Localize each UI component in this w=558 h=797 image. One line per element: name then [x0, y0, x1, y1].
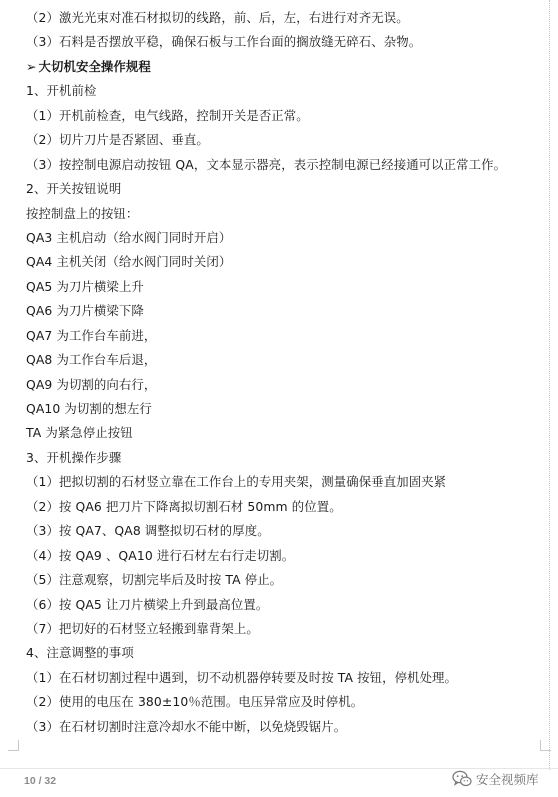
text-line [26, 446, 546, 470]
text-line [26, 275, 546, 299]
line-text: 大切机安全操作规程 [38, 58, 151, 74]
text-line [26, 6, 546, 30]
line-text: （1）开机前检查，电气线路，控制开关是否正常。 [26, 107, 309, 123]
text-line [26, 641, 546, 665]
text-line [26, 470, 546, 494]
page-number: 10 / 32 [24, 775, 57, 787]
page-margin-guide [549, 0, 551, 770]
text-line [26, 226, 546, 250]
text-line [26, 715, 546, 739]
line-text: QA4 主机关闭（给水阀门同时关闭） [26, 254, 232, 270]
line-text: 按控制盘上的按钮： [26, 205, 139, 221]
text-line [26, 568, 546, 592]
line-text: （3）按控制电源启动按钮 QA，文本显示器亮，表示控制电源已经接通可以正常工作。 [26, 156, 507, 172]
line-text: （2）使用的电压在 380±10％范围。电压异常应及时停机。 [26, 694, 364, 710]
text-line [26, 666, 546, 690]
text-line [26, 202, 546, 226]
crop-mark-left [8, 740, 19, 751]
document-body [26, 6, 546, 739]
line-text: QA9 为切割的向右行， [26, 376, 157, 392]
text-line [26, 348, 546, 372]
line-text: （2）按 QA6 把刀片下降离拟切割石材 50mm 的位置。 [26, 498, 342, 514]
text-line [26, 79, 546, 103]
line-text: （6）按 QA5 让刀片横梁上升到最高位置。 [26, 596, 269, 612]
text-line [26, 177, 546, 201]
line-text: 3、开机操作步骤 [26, 449, 122, 465]
line-text: QA7 为工作台车前进， [26, 327, 157, 343]
line-text: （4）按 QA9 、QA10 进行石材左右行走切割。 [26, 547, 295, 563]
line-text: （3）石料是否摆放平稳，确保石板与工作台面的搁放缝无碎石、杂物。 [26, 34, 422, 50]
line-text: QA8 为工作台车后退， [26, 352, 157, 368]
line-text: （5）注意观察，切割完毕后及时按 TA 停止。 [26, 572, 283, 588]
line-text: （3）按 QA7、QA8 调整拟切石材的厚度。 [26, 523, 270, 539]
text-line [26, 397, 546, 421]
text-line [26, 324, 546, 348]
text-line [26, 690, 546, 714]
text-line [26, 544, 546, 568]
line-text: QA3 主机启动（给水阀门同时开启） [26, 229, 232, 245]
text-line [26, 30, 546, 54]
line-text: （2）切片刀片是否紧固、垂直。 [26, 132, 209, 148]
line-text: （1）在石材切割过程中遇到，切不动机器停转要及时按 TA 按钮，停机处理。 [26, 669, 458, 685]
line-text: （3）在石材切割时注意冷却水不能中断，以免烧毁锯片。 [26, 718, 347, 734]
line-text: 1、开机前检 [26, 83, 97, 99]
text-line [26, 495, 546, 519]
text-line [26, 373, 546, 397]
text-line [26, 617, 546, 641]
line-text: TA 为紧急停止按钮 [26, 425, 133, 441]
line-text: （2）激光光束对准石材拟切的线路，前、后，左，右进行对齐无误。 [26, 10, 409, 25]
text-line [26, 153, 546, 177]
watermark [452, 768, 539, 790]
line-text: 4、注意调整的事项 [26, 645, 134, 661]
text-line [26, 128, 546, 152]
line-text: QA10 为切割的想左行 [26, 401, 152, 416]
text-line [26, 299, 546, 323]
wechat-icon [452, 770, 472, 788]
crop-mark-right [540, 740, 551, 751]
line-text: QA5 为刀片横梁上升 [26, 278, 144, 294]
arrow-bullet-icon: ➢ [26, 58, 37, 74]
text-line [26, 593, 546, 617]
line-text: 2、开关按钮说明 [26, 181, 122, 197]
line-text: QA6 为刀片横梁下降 [26, 303, 144, 319]
text-line [26, 104, 546, 128]
text-line [26, 250, 546, 274]
watermark-text: 安全视频库 [476, 772, 539, 787]
line-text: （1）把拟切割的石材竖立靠在工作台上的专用夹架，测量确保垂直加固夹紧 [26, 474, 447, 490]
text-line [26, 519, 546, 543]
section-heading [26, 55, 546, 79]
text-line [26, 421, 546, 445]
line-text: （7）把切好的石材竖立轻搬到靠背架上。 [26, 620, 259, 636]
